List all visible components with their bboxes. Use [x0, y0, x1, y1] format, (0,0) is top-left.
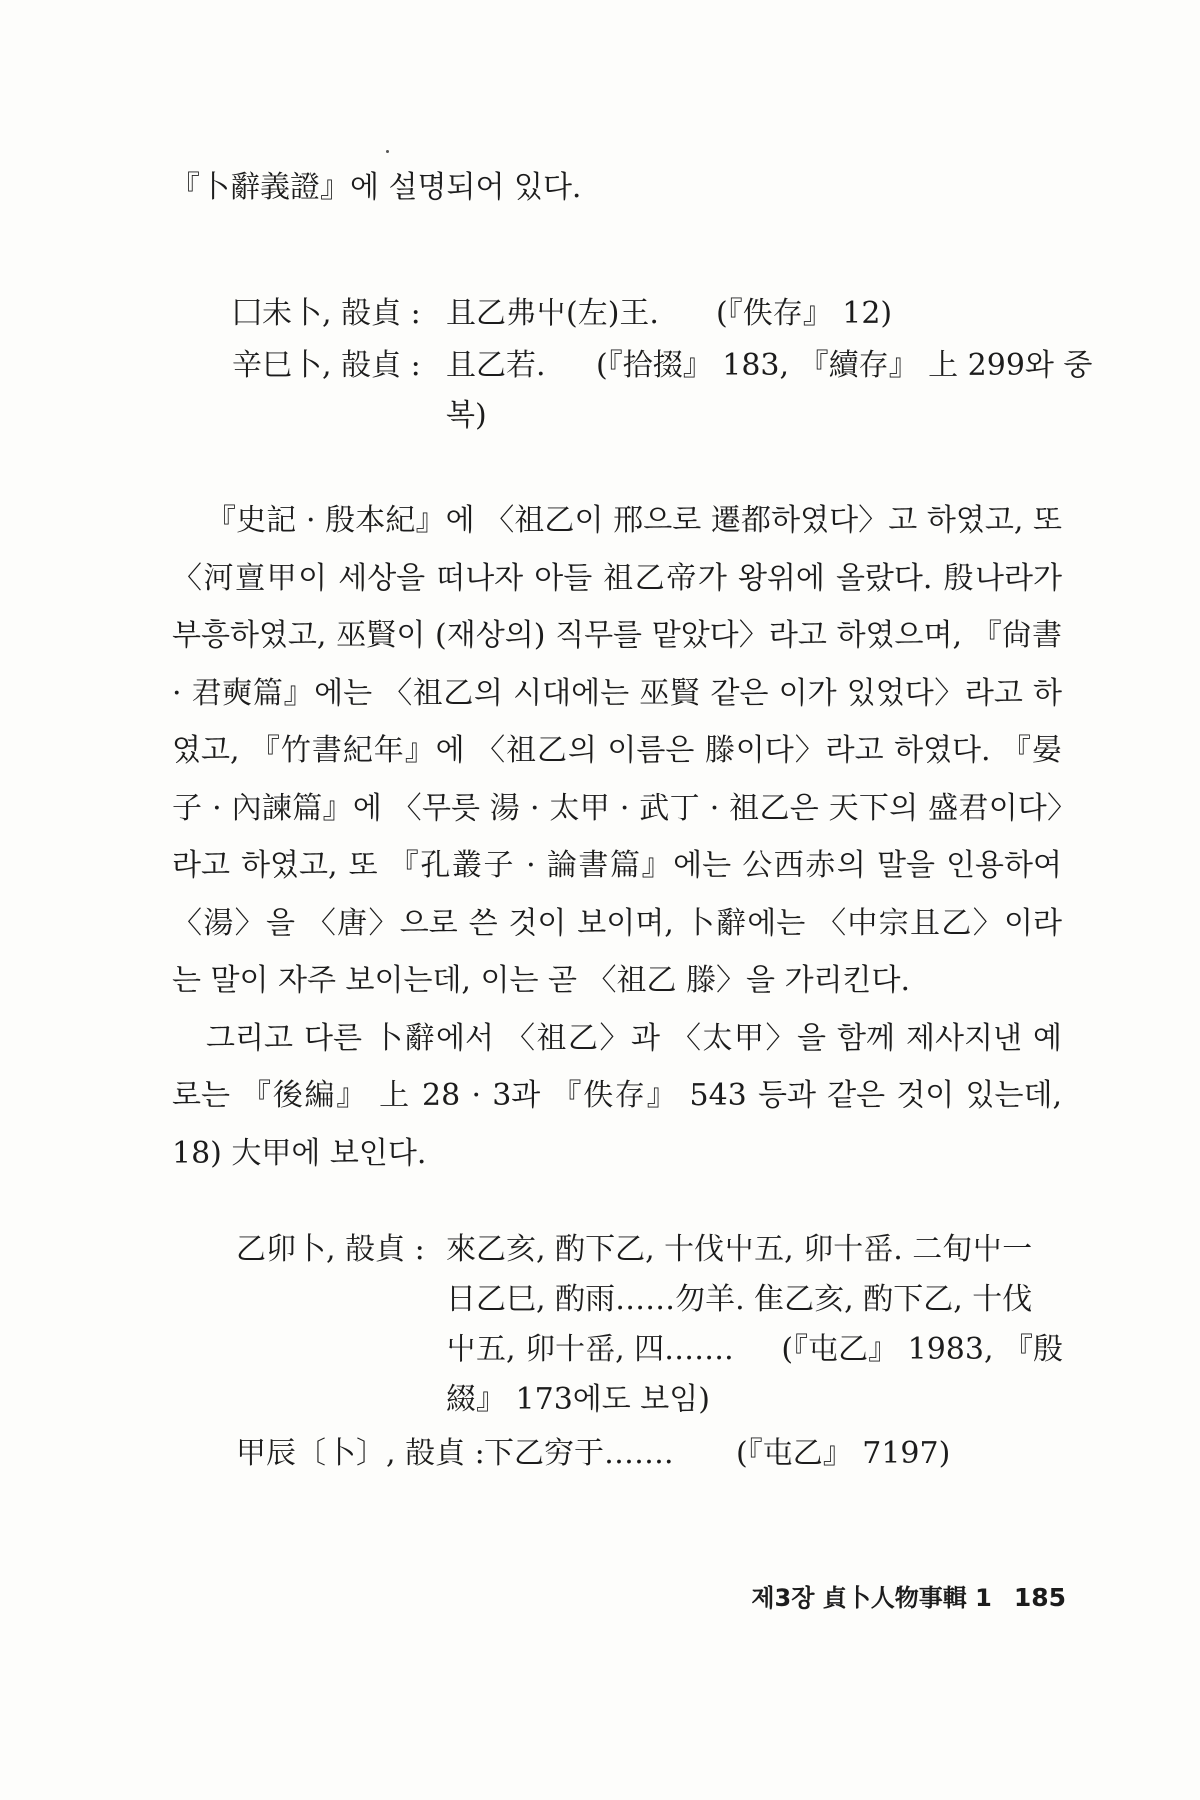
running-head: 제3장 貞卜人物事輯 1 — [751, 1584, 992, 1612]
body-text — [172, 492, 1062, 1182]
inscription-source: (『拾掇』 183, 『續存』 上 299와 중 — [596, 348, 1093, 383]
speck — [386, 150, 389, 153]
inscription-source: (『佚存』 12) — [716, 296, 893, 331]
paragraph: 그리고 다른 卜辭에서 〈祖乙〉과 〈太甲〉을 함께 제사지낸 예로는 『後編』 上 28 · 3과 『佚存』 543 등과 같은 것이 있는데, 18) 大甲에 보인다. — [172, 1020, 1062, 1171]
inscription-source: (『屯乙』 7197) — [736, 1436, 951, 1471]
inscription-line: 屮五, 卯十䍃, 四……. (『屯乙』 1983, 『殷 — [446, 1332, 1064, 1367]
inscription-line: 綴』 173에도 보임) — [446, 1382, 710, 1417]
paragraph: 『史記 · 殷本紀』에 〈祖乙이 邢으로 遷都하였다〉고 하였고, 또 〈河亶甲이 세상을 떠나자 아들 祖乙帝가 왕위에 올랐다. 殷나라가 부흥하였고, 巫賢이 (재상의) 직무를 맡았다〉라고 하였으며, 『尙書 · 君奭篇』에는 〈祖乙의 시대에는 巫賢 같은 이가 있었다〉라고 하였고, 『竹書紀年』에 〈祖乙의 이름은 滕이다〉라고 하였다. 『晏子 · 內諫篇』에 〈무릇 湯 · 太甲 · 武丁 · 祖乙은 天下의 盛君이다〉라고 하였고, 또 『孔叢子 · 論書篇』에는 公西赤의 말을 인용하여 〈湯〉을 〈唐〉으로 쓴 것이 보이며, 卜辭에는 〈中宗且乙〉이라는 말이 자주 보이는데, 이는 곧 〈祖乙 滕〉을 가리킨다. — [172, 503, 1062, 998]
page-number: 185 — [1013, 1583, 1066, 1612]
inscription-text: 且乙若. — [446, 348, 546, 383]
opening-line: 『卜辭義證』에 설명되어 있다. — [170, 170, 582, 205]
inscription-line: 來乙亥, 酌下乙, 十伐屮五, 卯十䍃. 二旬屮一 — [446, 1232, 1033, 1267]
inscription-label: 囗未卜, 㱿貞 : — [232, 296, 421, 331]
inscription-text: 且乙弗屮(左)王. — [446, 296, 659, 331]
page-footer — [751, 1578, 1066, 1613]
inscription-label: 辛巳卜, 㱿貞 : — [232, 348, 421, 383]
inscription-label: 乙卯卜, 㱿貞 : — [236, 1232, 425, 1267]
inscription-line: 日乙巳, 酌雨……勿羊. 隹乙亥, 酌下乙, 十伐 — [446, 1282, 1033, 1317]
inscription-label: 甲辰〔卜〕, 㱿貞 : — [236, 1436, 485, 1471]
inscription-text: 下乙穷于……. — [484, 1436, 674, 1471]
inscription-source-cont: 복) — [446, 398, 487, 433]
